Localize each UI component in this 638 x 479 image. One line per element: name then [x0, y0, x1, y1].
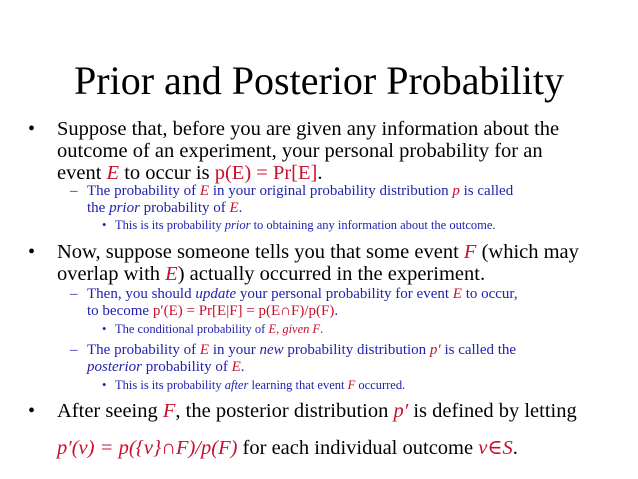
bullet-2-sub-1-subsub: • The conditional probability of E, given F. — [102, 322, 324, 336]
bullet-1-sub-line-2: the prior probability of E. — [87, 200, 243, 216]
bullet-1-sub-line-1: The probability of E in your original probability distribution p is called — [87, 183, 514, 199]
bullet-1-subsub: • This is its probability prior to obtaining any information about the outcome. — [102, 218, 496, 232]
bullet-2-sub-2-line-1: The probability of E in your new probability distribution p′ is called the — [87, 342, 517, 358]
bullet-marker: • — [28, 241, 36, 263]
slide-title: Prior and Posterior Probability — [74, 58, 564, 103]
bullet-2-sub-2-line-2: posterior probability of E. — [87, 359, 245, 375]
bullet-2 — [28, 241, 579, 285]
bullet-2-line-1: Now, suppose someone tells you that some event F (which may — [57, 241, 579, 263]
bullet-1 — [28, 118, 560, 184]
small-bullet-marker: • — [102, 378, 107, 392]
small-bullet-marker: • — [102, 218, 107, 232]
bullet-2-sub-2 — [70, 342, 517, 376]
bullet-marker: • — [28, 400, 36, 422]
bullet-2-sub-1-line-1: Then, you should update your personal probability for event E to occur, — [87, 286, 518, 302]
bullet-3 — [28, 400, 577, 422]
bullet-1-line-2: outcome of an experiment, your personal probability for an — [57, 140, 543, 162]
dash-marker: – — [70, 342, 78, 358]
dash-marker: – — [70, 286, 78, 302]
dash-marker: – — [70, 183, 78, 199]
small-bullet-marker: • — [102, 322, 107, 336]
bullet-2-sub-1 — [70, 286, 518, 320]
bullet-marker: • — [28, 118, 36, 140]
bullet-1-line-3: event E to occur is p(E) = Pr[E]. — [57, 162, 323, 184]
bullet-1-line-1: Suppose that, before you are given any information about the — [57, 118, 560, 140]
bullet-2-line-2: overlap with E) actually occurred in the experiment. — [57, 263, 486, 285]
bullet-1-sub — [70, 183, 514, 217]
bullet-2-sub-2-subsub: • This is its probability after learning that event F occurred. — [102, 378, 406, 392]
bullet-2-sub-1-line-2: to become p′(E) = Pr[E|F] = p(E∩F)/p(F). — [87, 303, 339, 319]
bullet-3-line-1: After seeing F, the posterior distribution p′ is defined by letting — [57, 400, 577, 422]
bullet-3-line-2: p′(v) = p({v}∩F)/p(F) for each individual outcome v∈S. — [57, 437, 518, 459]
